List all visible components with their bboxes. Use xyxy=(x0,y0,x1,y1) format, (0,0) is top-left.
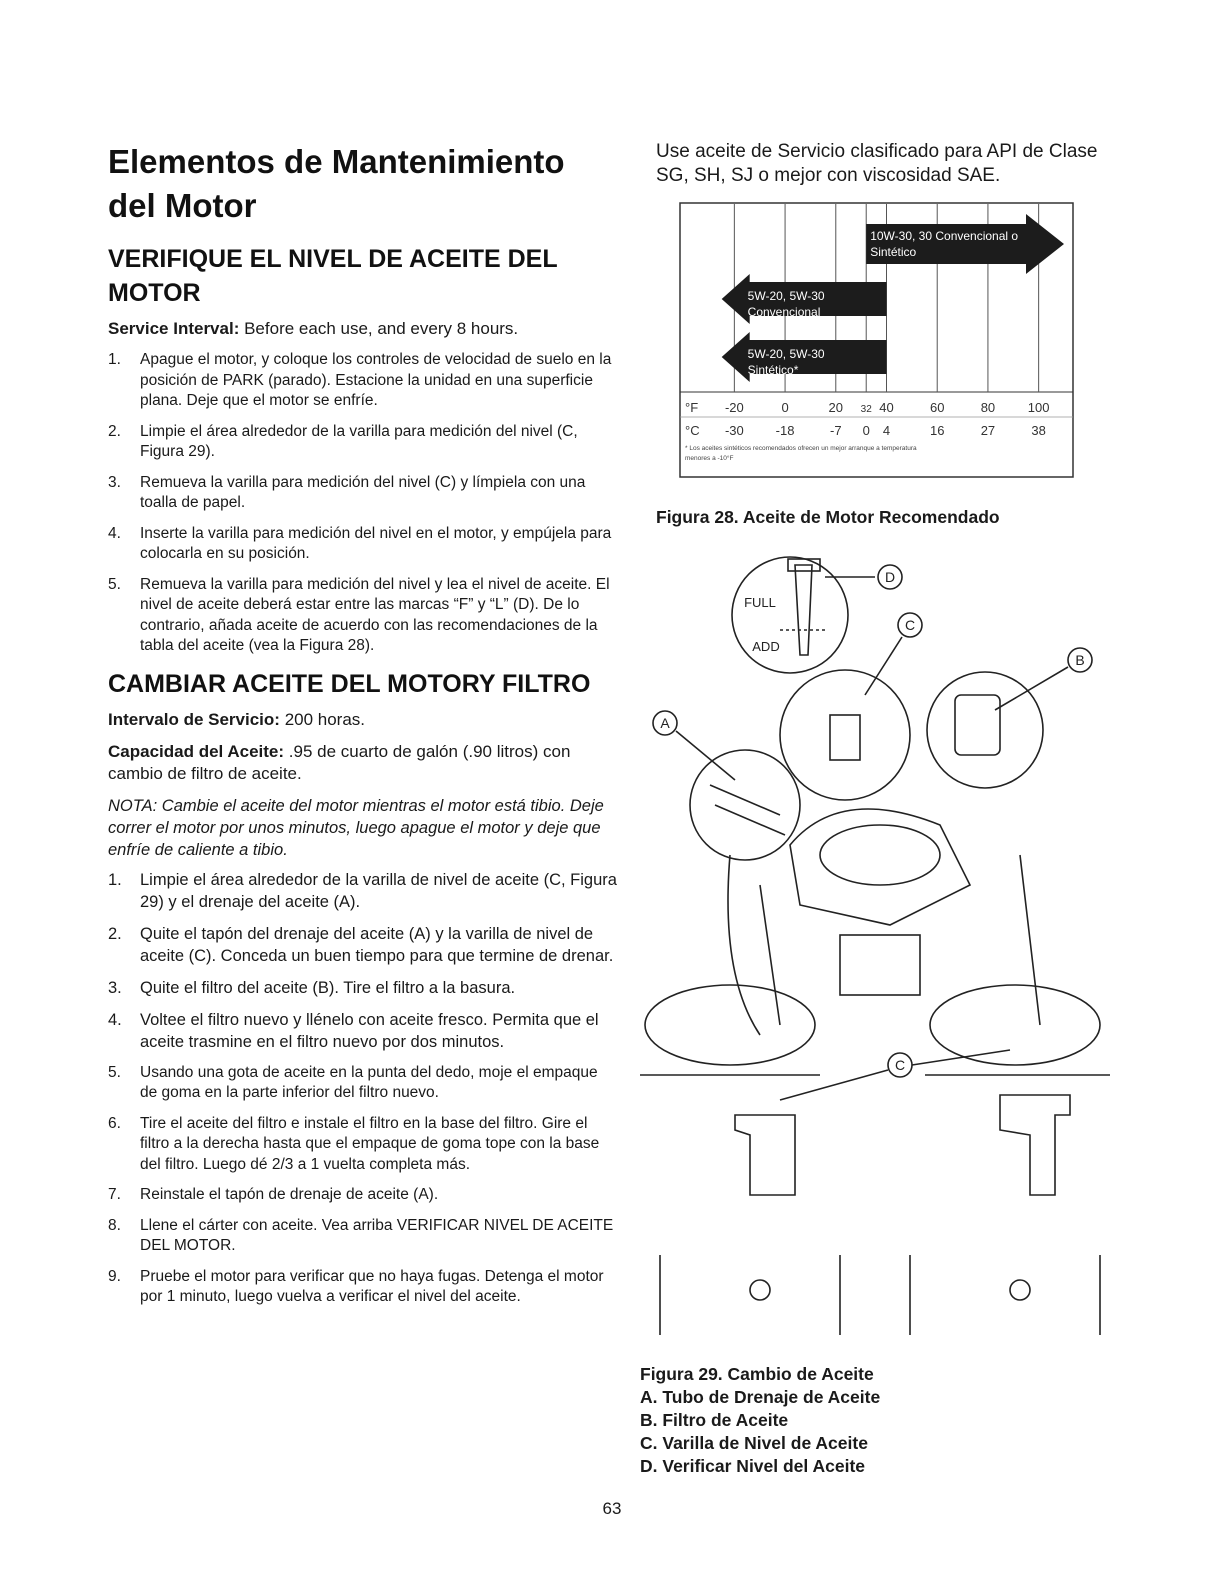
change-interval xyxy=(108,709,618,731)
list-item: 2. Limpie el área alrededor de la varilla para medición del nivel (C, Figura 29). xyxy=(108,422,578,460)
fahrenheit-tick-label: 20 xyxy=(828,400,844,415)
engine-top-left xyxy=(645,985,815,1065)
label-b: B xyxy=(1075,652,1085,668)
fahrenheit-tick-label: -20 xyxy=(724,400,744,415)
filter-zoom-circle xyxy=(927,672,1043,788)
full-mark: FULL xyxy=(744,595,776,610)
oil-viscosity-chart xyxy=(679,202,1074,478)
check-oil-steps xyxy=(108,350,618,657)
figure-29-legend-a: A. Tubo de Drenaje de Aceite xyxy=(640,1387,881,1407)
list-item: 4. Inserte la varilla para medición del nivel en el motor, y empújela para colocarla en su posición. xyxy=(108,524,612,562)
oil-filter-icon xyxy=(955,695,1000,755)
chart-bar-label: Sintético xyxy=(870,245,917,259)
label-c-bottom: C xyxy=(894,1057,906,1073)
oil-change-illustration xyxy=(640,555,1110,1355)
oil-capacity-label: Capacidad del Aceite: xyxy=(108,741,285,761)
dipstick-left-icon xyxy=(735,1115,795,1195)
figure-29-legend-c: C. Varilla de Nivel de Aceite xyxy=(640,1433,868,1453)
engine-block xyxy=(840,935,920,995)
label-d: D xyxy=(884,569,896,585)
chart-footnote-line2: menores a -10°F xyxy=(685,455,734,462)
left-column xyxy=(108,140,618,1318)
drain-tube-icon xyxy=(710,785,785,835)
note: NOTA: Cambie el aceite del motor mientras el motor está tibio. Deje correr el motor por unos minutos, luego apague el motor y deje que enfríe de caliente a tibio. xyxy=(108,796,604,859)
fahrenheit-tick-label: 40 xyxy=(879,400,894,415)
dipstick-icon xyxy=(795,565,812,655)
list-item: 1. Apague el motor, y coloque los controles de velocidad de suelo en la posición de PARK (parado). Estacione la unidad en una superficie plana. Deje que el motor se enfríe. xyxy=(108,351,612,409)
change-interval-label: Intervalo de Servicio: xyxy=(108,709,280,729)
oil-capacity-text: .95 de cuarto de galón (.90 litros) con cambio de filtro de aceite. xyxy=(108,741,571,783)
chart-footnote-line1: * Los aceites sintéticos recomendados ofrecen un mejor arranque a temperatura xyxy=(685,445,917,452)
fahrenheit-tick-label: 60 xyxy=(929,400,945,415)
right-column xyxy=(656,140,1126,188)
celsius-tick-label: 27 xyxy=(980,423,996,438)
page-title: Elementos de Mantenimiento del Motor xyxy=(108,143,565,224)
chart-bar-label: 10W-30, 30 Convencional o xyxy=(870,229,1019,243)
celsius-tick-label: -7 xyxy=(830,423,842,438)
change-oil-steps xyxy=(108,869,618,1308)
celsius-tick-label: 38 xyxy=(1031,423,1046,438)
dipstick-zoom-circle xyxy=(780,670,910,800)
list-item: 5. Remueva la varilla para medición del nivel y lea el nivel de aceite. El nivel de aceite deberá estar entre las marcas “F” y “L” (D). De lo contrario, añada aceite de acuerdo con las recomendaciones de la tabla del aceite (vea la Figura 28). xyxy=(108,575,610,654)
list-item: 9. Pruebe el motor para verificar que no haya fugas. Detenga el motor por 1 minuto, luego vuelva a verificar el nivel del aceite. xyxy=(108,1267,604,1305)
list-item: 6. Tire el aceite del filtro e instale el filtro en la base del filtro. Gire el filtro a la derecha hasta que el empaque de goma tope con la base del filtro. Luego dé 2/3 a 1 vuelta completa más. xyxy=(108,1114,600,1173)
list-item: 3. Remueva la varilla para medición del nivel (C) y límpiela con una toalla de papel. xyxy=(108,473,586,511)
oil-intro: Use aceite de Servicio clasificado para API de Clase SG, SH, SJ o mejor con viscosidad SAE. xyxy=(656,141,1098,186)
figure-28-caption: Figura 28. Aceite de Motor Recomendado xyxy=(656,507,1000,527)
figure-29-legend-b: B. Filtro de Aceite xyxy=(640,1410,789,1430)
fahrenheit-tick-label: 32 xyxy=(860,404,872,415)
list-item: 4. Voltee el filtro nuevo y llénelo con aceite fresco. Permita que el aceite trasmine en el filtro nuevo por dos minutos. xyxy=(108,1010,599,1051)
list-item: 1. Limpie el área alrededor de la varilla de nivel de aceite (C, Figura 29) y el drenaje del aceite (A). xyxy=(108,870,617,911)
figure-29-legend-d: D. Verificar Nivel del Aceite xyxy=(640,1456,866,1476)
engine-fan-grille xyxy=(820,825,940,885)
drain-zoom-circle xyxy=(690,750,800,860)
figure-29-caption: Figura 29. Cambio de Aceite xyxy=(640,1364,874,1384)
celsius-tick-label: -18 xyxy=(775,423,795,438)
fahrenheit-tick-label: 0 xyxy=(781,400,789,415)
service-interval-text: Before each use, and every 8 hours. xyxy=(244,319,519,338)
figure-29-caption-block xyxy=(640,1363,1060,1478)
chart-bar-label: Convencional xyxy=(747,305,821,319)
celsius-label: °C xyxy=(685,423,700,438)
engine-top-right xyxy=(930,985,1100,1065)
page-number: 63 xyxy=(602,1499,622,1518)
chart-bar-label: 5W-20, 5W-30 xyxy=(747,289,825,303)
dipstick-tube-icon xyxy=(830,715,860,760)
celsius-tick-label: -30 xyxy=(724,423,744,438)
section-heading-check-oil: VERIFIQUE EL NIVEL DE ACEITE DEL MOTOR xyxy=(108,245,558,307)
service-interval xyxy=(108,318,618,340)
list-item: 3. Quite el filtro del aceite (B). Tire el filtro a la basura. xyxy=(108,978,516,997)
fahrenheit-tick-label: 100 xyxy=(1027,400,1050,415)
chart-bar-label: 5W-20, 5W-30 xyxy=(747,347,825,361)
change-interval-text: 200 horas. xyxy=(284,709,366,729)
dipstick-detail-circle xyxy=(732,557,848,673)
celsius-tick-label: 4 xyxy=(882,423,891,438)
section-heading-change-oil: CAMBIAR ACEITE DEL MOTORY FILTRO xyxy=(108,669,591,698)
chart-bar-label: Sintético* xyxy=(747,363,799,377)
list-item: 2. Quite el tapón del drenaje del aceite (A) y la varilla de nivel de aceite (C). Conceda un buen tiempo para que termine de drenar. xyxy=(108,924,614,965)
service-interval-label: Service Interval: xyxy=(108,319,240,338)
dipstick-right-icon xyxy=(1000,1095,1070,1195)
list-item: 7. Reinstale el tapón de drenaje de aceite (A). xyxy=(108,1186,439,1203)
fahrenheit-label: °F xyxy=(685,400,699,415)
list-item: 8. Llene el cárter con aceite. Vea arriba VERIFICAR NIVEL DE ACEITE DEL MOTOR. xyxy=(108,1216,614,1254)
celsius-tick-label: 0 xyxy=(862,423,870,438)
oil-capacity xyxy=(108,741,618,785)
add-mark: ADD xyxy=(752,639,780,654)
fahrenheit-tick-label: 80 xyxy=(980,400,996,415)
list-item: 5. Usando una gota de aceite en la punta del dedo, moje el empaque de goma en la parte inferior del filtro nuevo. xyxy=(108,1063,598,1101)
celsius-tick-label: 16 xyxy=(929,423,945,438)
label-a: A xyxy=(660,715,670,731)
label-c-top: C xyxy=(904,617,916,633)
engine-shroud xyxy=(790,809,970,925)
